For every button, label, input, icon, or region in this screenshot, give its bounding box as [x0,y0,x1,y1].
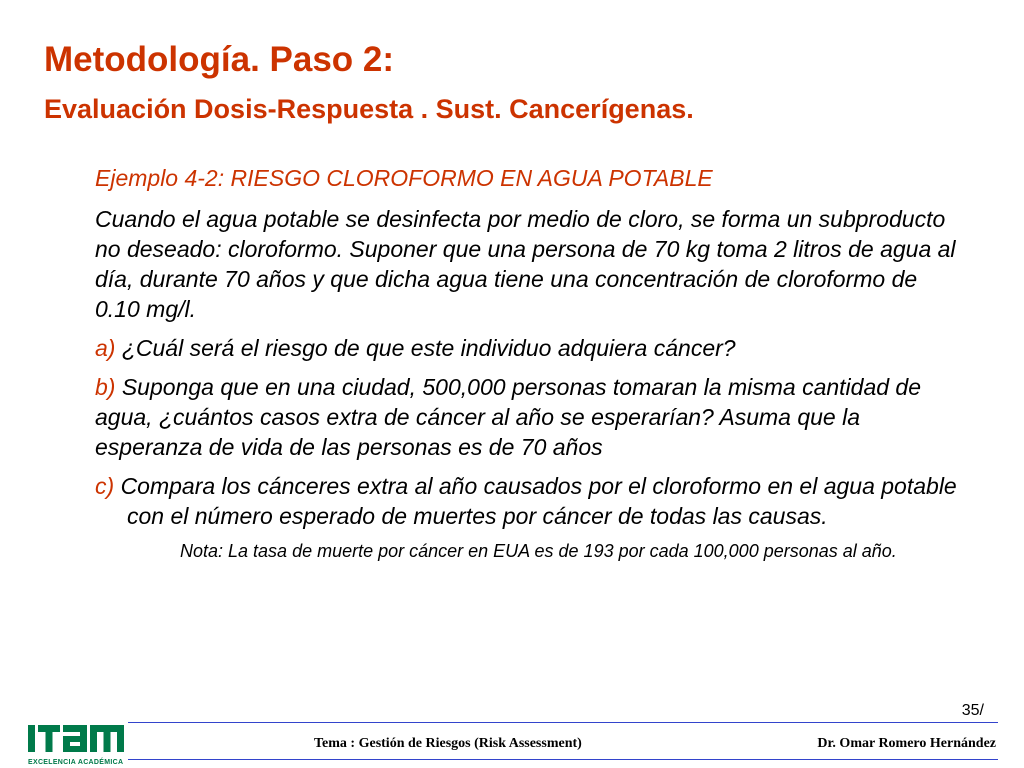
footer-author: Dr. Omar Romero Hernández [817,736,996,751]
example-body: Cuando el agua potable se desinfecta por medio de cloro, se forma un subproducto no deseado: cloroformo. Suponer que una persona de 70 kg toma 2 litros de agua al día, durante 70 años y que dicha agua tiene una concentración de cloroformo de 0.10 mg/l. [95,206,956,322]
logo-text: ITAM [76,743,79,744]
note: Nota: La tasa de muerte por cáncer en EUA es de 193 por cada 100,000 personas al año. [180,541,897,561]
footer-topic: Tema : Gestión de Riesgos (Risk Assessment) [314,736,582,751]
example-title: Ejemplo 4-2: RIESGO CLOROFORMO EN AGUA POTABLE [95,165,713,191]
itam-logo [28,723,126,766]
question-c-text: Compara los cánceres extra al año causados por el cloroformo en el agua potable con el número esperado de muertes por cáncer de todas las causas. [120,473,957,529]
page-number: 35/ [961,702,984,719]
question-b [95,372,965,462]
question-b-label: b) [95,374,116,400]
itam-logo-mark [28,723,124,753]
question-b-text: Suponga que en una ciudad, 500,000 personas tomaran la misma cantidad de agua, ¿cuántos casos extra de cáncer al año se esperarían? Asuma que la esperanza de vida de las personas es de 70 años [95,374,922,460]
footer-divider-top [128,722,998,723]
logo-subtitle: EXCELENCIA ACADÉMICA [28,759,124,766]
footer-divider-bottom [128,759,998,760]
question-c-label: c) [95,473,115,499]
question-a-text: ¿Cuál será el riesgo de que este individuo adquiera cáncer? [121,335,736,361]
question-a-label: a) [95,335,116,361]
slide-content [95,163,965,562]
question-c [95,471,965,531]
question-a [95,333,965,363]
slide-title: Metodología. Paso 2: [44,40,395,79]
slide-subtitle: Evaluación Dosis-Respuesta . Sust. Cancerígenas. [44,94,694,124]
